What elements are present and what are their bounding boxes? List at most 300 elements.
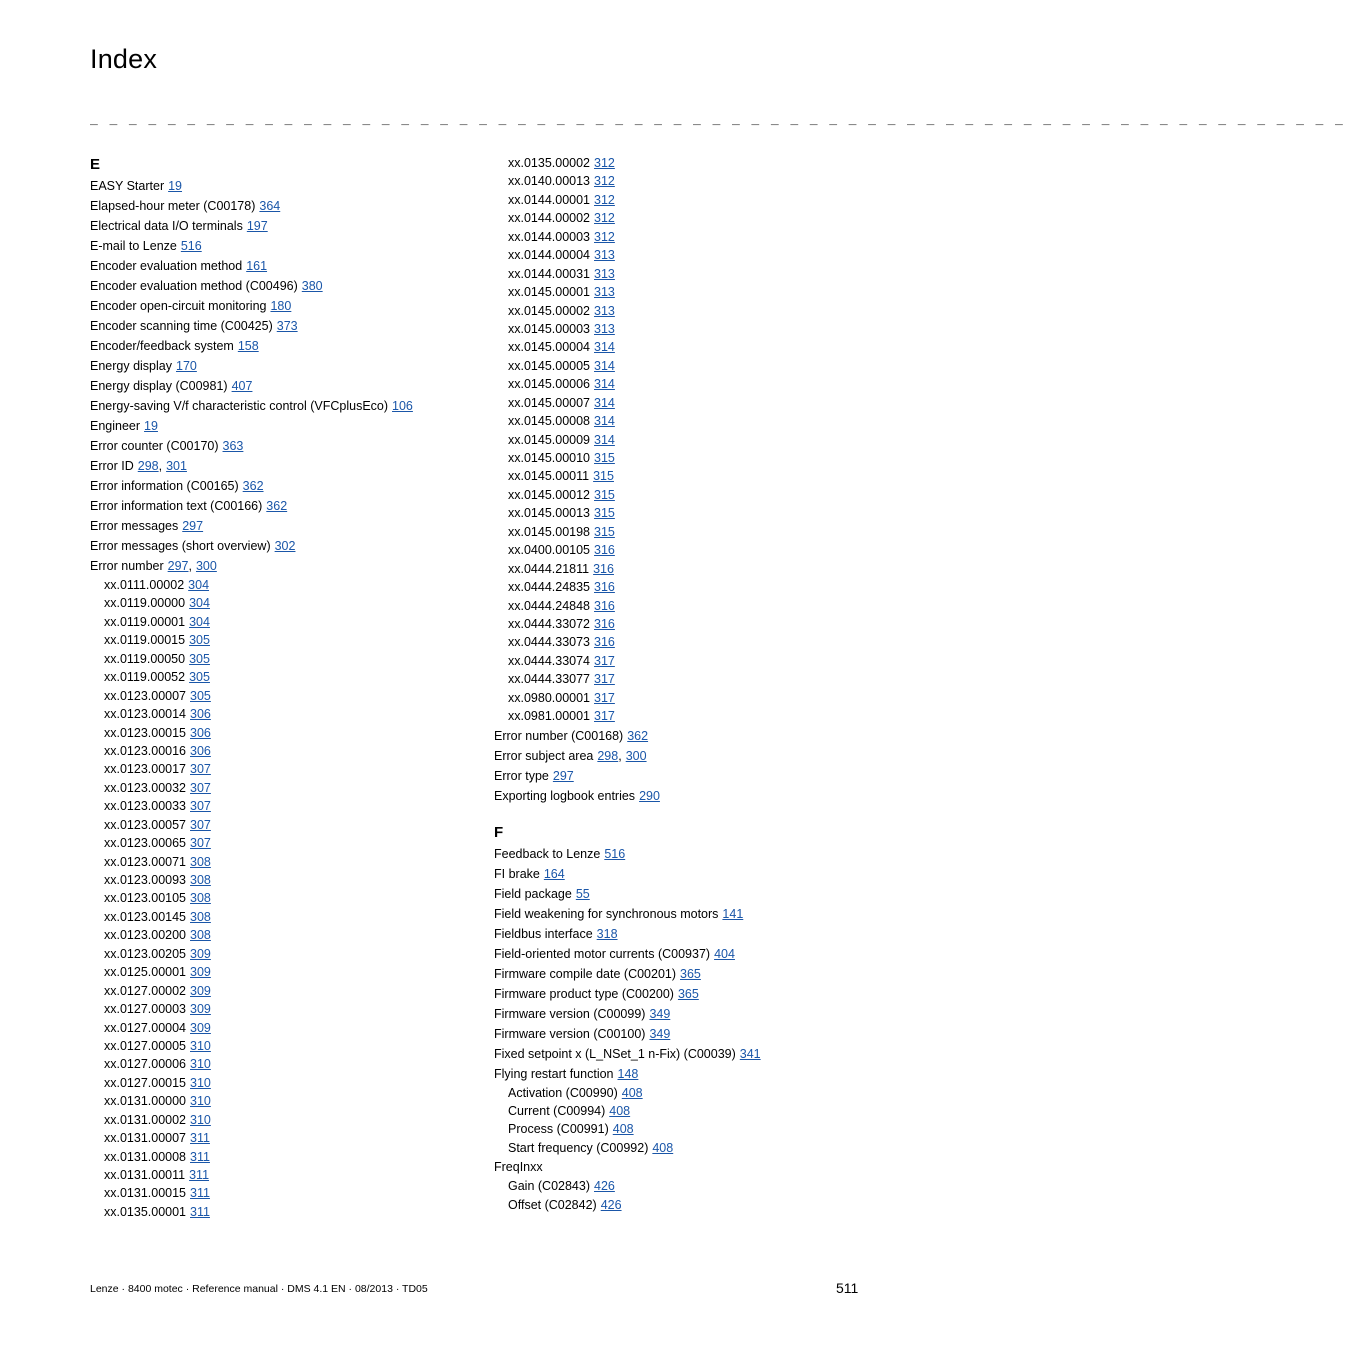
page-link[interactable]: 148: [617, 1066, 639, 1081]
index-subentry: [494, 707, 874, 725]
page-link[interactable]: 313: [594, 303, 615, 318]
index-subentry: [90, 724, 480, 742]
index-subentry: [494, 302, 874, 320]
page-link[interactable]: 297: [552, 768, 574, 783]
index-term: Firmware product type (C00200): [494, 986, 674, 1001]
index-entry: [90, 216, 480, 236]
index-term: xx.0145.00008: [508, 414, 591, 429]
page-link[interactable]: 298: [597, 748, 619, 763]
page-link[interactable]: 408: [609, 1104, 631, 1118]
page-link[interactable]: 290: [639, 788, 660, 803]
index-subentry: [494, 467, 874, 485]
index-subentry: [90, 797, 480, 815]
page-link[interactable]: 308: [190, 854, 211, 869]
index-term: Encoder evaluation method (C00496): [90, 279, 298, 293]
index-subentry: [90, 705, 480, 723]
page-link[interactable]: 308: [190, 928, 211, 943]
page-link[interactable]: 306: [190, 707, 211, 722]
index-term: xx.0135.00002: [508, 156, 591, 170]
index-term: Energy-saving V/f characteristic control (VFCplusEco): [90, 399, 389, 413]
page-link[interactable]: 141: [722, 906, 744, 921]
page-link[interactable]: 314: [594, 432, 615, 447]
index-subentry: [494, 412, 874, 430]
index-term: xx.0123.00105: [104, 891, 187, 906]
page-link[interactable]: 297: [167, 559, 189, 573]
index-subentry: [494, 1084, 874, 1102]
page-link[interactable]: 297: [182, 519, 204, 533]
index-term: Field package: [494, 886, 572, 901]
index-entry: [494, 944, 874, 964]
page-link[interactable]: 304: [188, 578, 210, 592]
index-term: xx.0145.00001: [508, 285, 591, 300]
page-link[interactable]: 315: [594, 451, 615, 465]
index-subentry: [90, 1019, 480, 1037]
page-link[interactable]: 365: [680, 966, 701, 981]
page-link[interactable]: 158: [237, 339, 259, 353]
index-term: Start frequency (C00992): [508, 1140, 649, 1155]
index-entry: [90, 256, 480, 276]
page-link[interactable]: 315: [593, 469, 614, 484]
index-subentry: [494, 191, 874, 209]
page-link[interactable]: 363: [222, 439, 244, 453]
page-link[interactable]: 197: [246, 219, 268, 233]
index-term: xx.0123.00057: [104, 817, 187, 832]
page-link[interactable]: 308: [190, 909, 211, 924]
index-subentry: [494, 560, 874, 578]
index-term: xx.0980.00001: [508, 690, 591, 705]
index-subentry: [90, 687, 480, 705]
page-link[interactable]: 315: [594, 524, 615, 539]
index-term: Energy display (C00981): [90, 379, 228, 393]
index-term: xx.0145.00012: [508, 487, 591, 502]
index-term: xx.0145.00003: [508, 321, 591, 336]
page-link[interactable]: 373: [276, 319, 298, 333]
index-term: Offset (C02842): [508, 1197, 597, 1212]
index-term: xx.0131.00002: [104, 1112, 187, 1127]
footer-text: Lenze · 8400 motec · Reference manual · DMS 4.1 EN · 08/2013 · TD05: [90, 1283, 428, 1295]
index-subentry: [494, 597, 874, 615]
index-column-left: [90, 154, 480, 1221]
index-entry: [90, 556, 480, 576]
index-subentry: [90, 853, 480, 871]
page-link[interactable]: 302: [274, 539, 296, 553]
page-link[interactable]: 317: [594, 653, 615, 668]
page-link[interactable]: 315: [594, 487, 615, 502]
index-entry: [90, 236, 480, 256]
page-link[interactable]: 312: [594, 211, 615, 226]
page-number: 511: [836, 1280, 859, 1296]
index-letter-heading: F: [494, 823, 504, 841]
index-subentry: [494, 1139, 874, 1157]
page-link[interactable]: 316: [594, 616, 615, 631]
index-term: xx.0131.00008: [104, 1149, 187, 1164]
page-link[interactable]: 365: [677, 986, 699, 1001]
page-link[interactable]: 314: [594, 377, 615, 392]
page-link[interactable]: 316: [594, 598, 615, 613]
page-link[interactable]: 516: [180, 239, 202, 253]
page-link[interactable]: 313: [594, 266, 615, 281]
page-link[interactable]: 362: [242, 479, 264, 493]
index-term: xx.0144.00004: [508, 248, 591, 263]
index-term: xx.0145.00007: [508, 395, 591, 410]
index-term: xx.0127.00006: [104, 1057, 187, 1072]
index-term: xx.0123.00145: [104, 909, 187, 924]
index-subentry: [90, 1055, 480, 1073]
section-gap: [494, 806, 874, 822]
index-subentry: [90, 1166, 480, 1184]
page-link[interactable]: 313: [594, 321, 615, 336]
index-term: Current (C00994): [508, 1104, 606, 1118]
page-link[interactable]: 308: [190, 891, 211, 906]
page-link[interactable]: 314: [594, 414, 615, 429]
index-term: xx.0444.24835: [508, 580, 591, 595]
page-link[interactable]: 311: [190, 1131, 210, 1146]
index-entry: [90, 196, 480, 216]
index-subentry: [494, 523, 874, 541]
page-link[interactable]: 314: [594, 395, 615, 410]
page-link[interactable]: 307: [190, 780, 211, 795]
index-subentry: [494, 1177, 874, 1195]
page-link[interactable]: 310: [190, 1112, 211, 1127]
index-term: FI brake: [494, 866, 540, 881]
index-entry: [494, 984, 874, 1004]
index-term: xx.0131.00015: [104, 1186, 187, 1201]
index-term: Error information (C00165): [90, 479, 239, 493]
page-link[interactable]: 314: [594, 358, 615, 373]
index-subentry: [494, 541, 874, 559]
index-term: xx.0444.33073: [508, 635, 591, 650]
index-letter-heading: E: [90, 156, 101, 173]
page-separator: ,: [618, 748, 622, 763]
page-link[interactable]: 55: [575, 886, 590, 901]
index-term: Error type: [494, 768, 549, 783]
page-link[interactable]: 426: [600, 1197, 622, 1212]
index-term: xx.0145.00013: [508, 506, 591, 521]
index-term: xx.0140.00013: [508, 174, 591, 189]
index-term: xx.0127.00003: [104, 1002, 187, 1017]
index-term: xx.0111.00002: [104, 578, 185, 592]
index-term: Engineer: [90, 419, 141, 433]
page-link[interactable]: 309: [190, 965, 211, 980]
index-subentry: [90, 1092, 480, 1110]
index-term: xx.0123.00071: [104, 854, 187, 869]
index-subentry: [90, 668, 480, 686]
index-subentry: [90, 926, 480, 944]
index-term: Error messages: [90, 519, 179, 533]
index-term: xx.0144.00002: [508, 211, 591, 226]
index-subentry: [494, 265, 874, 283]
index-term: xx.0131.00011: [104, 1168, 186, 1182]
index-subentry: [494, 246, 874, 264]
page-link[interactable]: 305: [189, 670, 210, 685]
index-term: xx.0119.00000: [104, 596, 186, 611]
index-entry: [90, 316, 480, 336]
page-link[interactable]: 311: [190, 1204, 210, 1219]
index-term: xx.0119.00015: [104, 633, 186, 648]
page-link[interactable]: 408: [621, 1085, 643, 1100]
index-term: xx.0123.00093: [104, 873, 187, 887]
index-subentry: [494, 504, 874, 522]
index-term: xx.0119.00052: [104, 670, 186, 685]
index-term: Fieldbus interface: [494, 926, 593, 941]
index-term: Error counter (C00170): [90, 439, 219, 453]
index-subentry: [90, 1037, 480, 1055]
page-link[interactable]: 300: [625, 748, 647, 763]
index-term: xx.0444.33077: [508, 672, 591, 687]
index-term: Error information text (C00166): [90, 499, 263, 513]
index-subentry: [90, 889, 480, 907]
index-subentry: [494, 652, 874, 670]
page-link[interactable]: 314: [594, 340, 615, 355]
index-subentry: [90, 594, 480, 612]
index-term: Encoder/feedback system: [90, 339, 234, 353]
index-entry: [494, 1157, 874, 1177]
page-link[interactable]: 311: [189, 1168, 210, 1182]
index-term: xx.0444.33074: [508, 653, 591, 668]
index-subentry: [90, 908, 480, 926]
index-entry: [494, 884, 874, 904]
page-link[interactable]: 408: [652, 1140, 674, 1155]
page-link[interactable]: 404: [714, 946, 735, 961]
index-term: xx.0127.00002: [104, 983, 187, 998]
page-link[interactable]: 315: [594, 506, 615, 521]
page-link[interactable]: 313: [594, 285, 615, 300]
page-link[interactable]: 380: [301, 279, 323, 293]
index-subentry: [494, 320, 874, 338]
index-term: Elapsed-hour meter (C00178): [90, 199, 256, 213]
index-subentry: [494, 1196, 874, 1214]
page-link[interactable]: 308: [190, 873, 211, 887]
index-term: Process (C00991): [508, 1122, 609, 1137]
page-link[interactable]: 312: [594, 156, 615, 170]
index-term: Firmware version (C00100): [494, 1026, 646, 1041]
page-link[interactable]: 364: [259, 199, 281, 213]
index-entry: [494, 904, 874, 924]
index-entry: [90, 416, 480, 436]
index-entry: [90, 276, 480, 296]
page-link[interactable]: 407: [231, 379, 253, 393]
index-term: xx.0145.00009: [508, 432, 591, 447]
index-subentry: [494, 357, 874, 375]
page-link[interactable]: 164: [543, 866, 565, 881]
index-term: xx.0127.00015: [104, 1075, 187, 1090]
index-entry: [90, 496, 480, 516]
page-link[interactable]: 312: [594, 229, 615, 244]
index-term: xx.0135.00001: [104, 1204, 187, 1219]
page-link[interactable]: 307: [190, 836, 211, 851]
index-subentry: [494, 375, 874, 393]
index-term: Energy display: [90, 359, 172, 373]
index-term: xx.0145.00004: [508, 340, 591, 355]
index-term: EASY Starter: [90, 179, 165, 193]
page-link[interactable]: 311: [190, 1186, 210, 1201]
index-subentry: [494, 154, 874, 172]
index-term: xx.0123.00007: [104, 688, 187, 703]
index-term: xx.0123.00200: [104, 928, 187, 943]
index-term: Firmware version (C00099): [494, 1006, 646, 1021]
index-term: Encoder open-circuit monitoring: [90, 299, 267, 313]
page-link[interactable]: 362: [627, 728, 649, 743]
index-subentry: [494, 283, 874, 301]
index-term: Field weakening for synchronous motors: [494, 906, 719, 921]
index-term: Exporting logbook entries: [494, 788, 636, 803]
index-subentry: [90, 945, 480, 963]
index-subentry: [90, 816, 480, 834]
index-subentry: [90, 1184, 480, 1202]
page-link[interactable]: 317: [594, 690, 615, 705]
page-link[interactable]: 300: [195, 559, 217, 573]
index-subentry: [90, 779, 480, 797]
page-link[interactable]: 349: [649, 1006, 671, 1021]
page-link[interactable]: 309: [190, 983, 211, 998]
index-term: xx.0123.00016: [104, 743, 187, 758]
page-link[interactable]: 305: [189, 633, 210, 648]
page-link[interactable]: 304: [189, 614, 210, 629]
index-term: xx.0145.00005: [508, 358, 591, 373]
page-link[interactable]: 307: [190, 817, 211, 832]
index-entry: [494, 1064, 874, 1084]
page-link[interactable]: 362: [266, 499, 288, 513]
index-subentry: [90, 1203, 480, 1221]
index-entry: [494, 844, 874, 864]
index-term: xx.0144.00003: [508, 229, 591, 244]
index-entry: [494, 766, 874, 786]
page-link[interactable]: 349: [649, 1026, 671, 1041]
index-term: xx.0144.00001: [508, 192, 591, 207]
page-link[interactable]: 170: [176, 359, 197, 373]
page-link[interactable]: 180: [270, 299, 292, 313]
page-link[interactable]: 309: [190, 1020, 211, 1035]
page-link[interactable]: 305: [190, 688, 211, 703]
index-term: xx.0123.00014: [104, 707, 187, 722]
page-link[interactable]: 106: [392, 399, 413, 413]
index-subentry: [494, 338, 874, 356]
index-subentry: [494, 689, 874, 707]
index-term: Activation (C00990): [508, 1085, 618, 1100]
page-link[interactable]: 305: [189, 651, 210, 666]
index-term: Error number: [90, 559, 164, 573]
index-term: Error messages (short overview): [90, 539, 271, 553]
index-term: xx.0123.00065: [104, 836, 187, 851]
page-link[interactable]: 316: [593, 561, 614, 576]
index-term: Error subject area: [494, 748, 594, 763]
index-term: xx.0444.21811: [508, 561, 590, 576]
page-link[interactable]: 307: [190, 799, 211, 814]
index-subentry: [90, 871, 480, 889]
index-term: Error number (C00168): [494, 728, 624, 743]
page-link[interactable]: 310: [190, 1057, 211, 1072]
index-subentry: [90, 963, 480, 981]
index-term: Field-oriented motor currents (C00937): [494, 946, 711, 961]
page-link[interactable]: 307: [190, 762, 211, 777]
index-term: xx.0131.00000: [104, 1094, 187, 1109]
page-link[interactable]: 316: [594, 635, 615, 650]
page-link[interactable]: 341: [739, 1046, 761, 1061]
index-subentry: [90, 613, 480, 631]
index-column-right: [494, 154, 874, 1214]
index-term: Electrical data I/O terminals: [90, 219, 243, 233]
index-subentry: [494, 486, 874, 504]
page-link[interactable]: 306: [190, 725, 211, 740]
index-term: xx.0119.00001: [104, 614, 186, 629]
page-link[interactable]: 310: [190, 1075, 211, 1090]
index-term: xx.0127.00004: [104, 1020, 187, 1035]
page-link[interactable]: 310: [190, 1094, 211, 1109]
index-term: xx.0123.00032: [104, 780, 187, 795]
page-link[interactable]: 312: [594, 192, 615, 207]
index-term: xx.0145.00006: [508, 377, 591, 392]
index-entry: [90, 356, 480, 376]
page-link[interactable]: 311: [190, 1149, 210, 1164]
index-term: xx.0145.00198: [508, 524, 591, 539]
index-subentry: [90, 760, 480, 778]
index-subentry: [494, 172, 874, 190]
page-link[interactable]: 309: [190, 1002, 211, 1017]
page-link[interactable]: 317: [594, 672, 615, 687]
index-entry: [494, 746, 874, 766]
index-entry: [90, 396, 480, 416]
index-subentry: [90, 1111, 480, 1129]
page-link[interactable]: 19: [144, 419, 158, 433]
index-term: xx.0123.00205: [104, 946, 187, 961]
page-link[interactable]: 316: [594, 543, 615, 558]
index-term: xx.0123.00033: [104, 799, 187, 814]
page-link[interactable]: 318: [596, 926, 618, 941]
index-entry: [90, 336, 480, 356]
page-link[interactable]: 304: [189, 596, 210, 611]
page-link[interactable]: 306: [190, 743, 211, 758]
page-link[interactable]: 309: [190, 946, 211, 961]
index-entry: [494, 786, 874, 806]
index-subentry: [494, 1102, 874, 1120]
page-link[interactable]: 301: [166, 459, 187, 473]
index-entry: [494, 1004, 874, 1024]
page-link[interactable]: 408: [612, 1122, 634, 1137]
index-term: Firmware compile date (C00201): [494, 966, 677, 981]
index-term: Flying restart function: [494, 1066, 614, 1081]
index-term: xx.0119.00050: [104, 651, 186, 666]
index-term: xx.0123.00015: [104, 725, 187, 740]
index-subentry: [494, 431, 874, 449]
index-subentry: [494, 209, 874, 227]
index-entry: [494, 864, 874, 884]
index-subentry: [494, 670, 874, 688]
index-entry: [494, 1024, 874, 1044]
index-subentry: [494, 615, 874, 633]
index-entry: [494, 924, 874, 944]
index-term: Error ID: [90, 459, 134, 473]
page-link[interactable]: 317: [594, 709, 615, 724]
page-link[interactable]: 19: [168, 179, 183, 193]
index-subentry: [494, 633, 874, 651]
page-link[interactable]: 516: [604, 846, 626, 861]
index-term: Encoder scanning time (C00425): [90, 319, 273, 333]
page-link[interactable]: 426: [594, 1179, 615, 1194]
index-entry: [90, 536, 480, 556]
page-link[interactable]: 298: [137, 459, 159, 473]
index-subentry: [494, 394, 874, 412]
index-term: Gain (C02843): [508, 1179, 590, 1194]
page-link[interactable]: 313: [594, 248, 615, 263]
page-separator: ,: [188, 559, 192, 573]
page-link[interactable]: 316: [594, 580, 615, 595]
page-link[interactable]: 161: [246, 259, 268, 273]
index-subentry: [90, 1000, 480, 1018]
page-link[interactable]: 312: [594, 174, 615, 189]
index-subentry: [90, 631, 480, 649]
index-subentry: [494, 449, 874, 467]
page-link[interactable]: 310: [190, 1038, 211, 1053]
